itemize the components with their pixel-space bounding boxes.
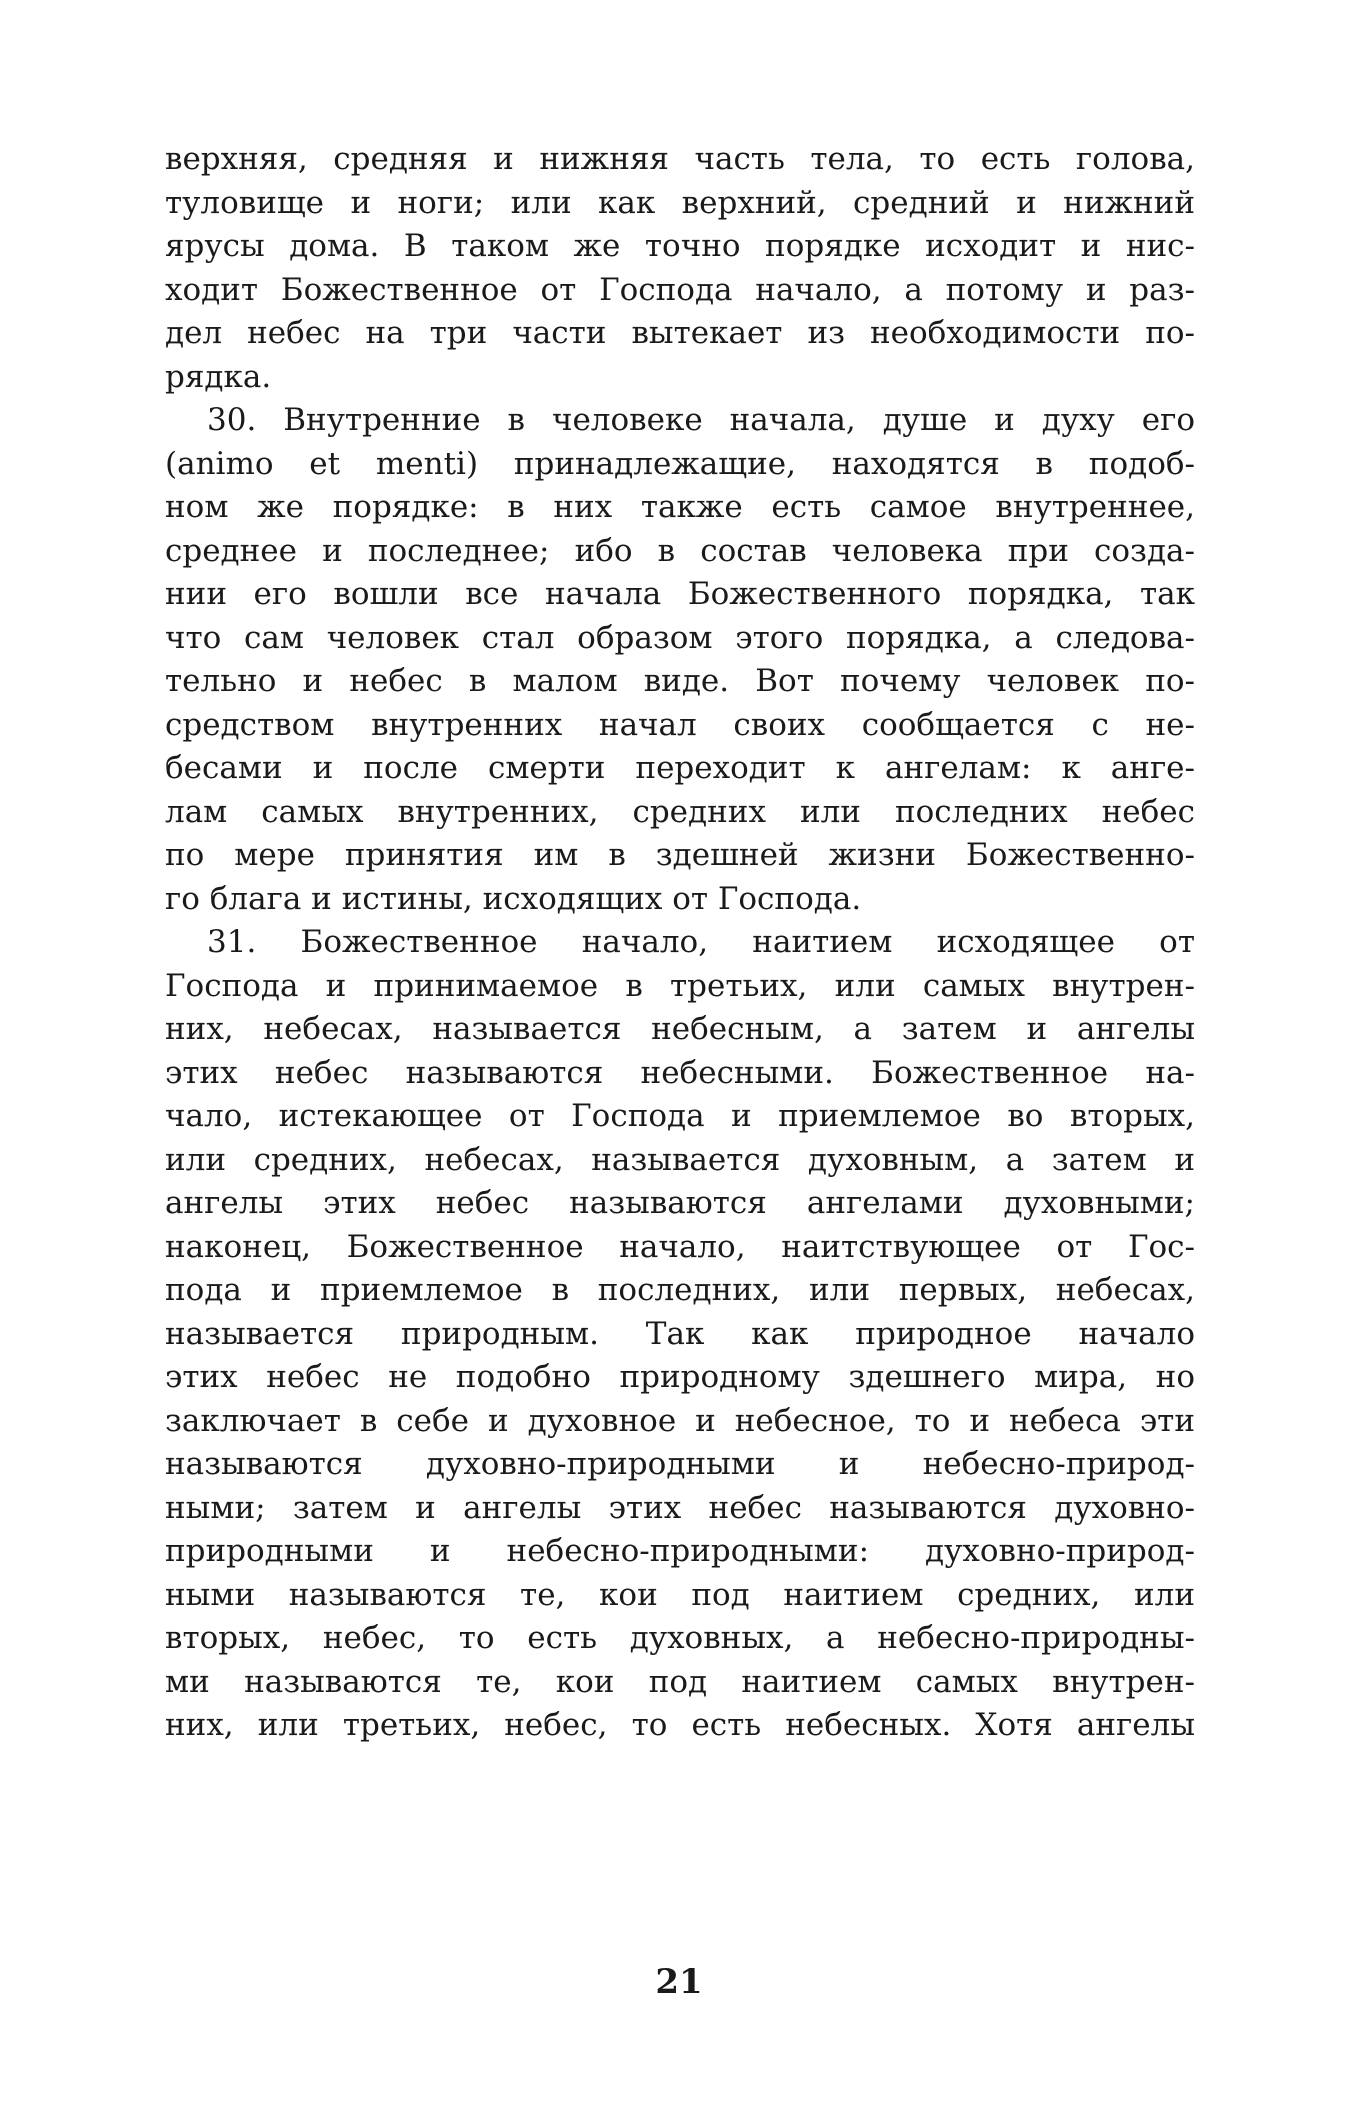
text-line: что сам человек стал образом этого порядка, а следова- [165,619,1195,656]
text-line: ными; затем и ангелы этих небес называются духовно- [165,1489,1195,1526]
text-line: го блага и истины, исходящих от Господа. [165,880,862,917]
text-line: наконец, Божественное начало, наитствующее от Гос- [165,1228,1195,1265]
text-line: заключает в себе и духовное и небесное, то и небеса эти [165,1402,1195,1439]
text-line: бесами и после смерти переходит к ангелам: к анге- [165,750,1195,786]
text-line: дел небес на три части вытекает из необходимости по- [165,315,1195,351]
text-line: ном же порядке: в них также есть самое внутреннее, [165,489,1195,525]
text-line: рядка. [165,358,272,395]
text-line: ми называются те, кои под наитием самых внутрен- [165,1663,1195,1700]
text-line: вторых, небес, то есть духовных, а небесно-природны- [165,1620,1195,1656]
text-line: называется природным. Так как природное начало [165,1315,1195,1352]
text-line: тельно и небес в малом виде. Вот почему человек по- [165,663,1195,699]
text-line: 30. Внутренние в человеке начала, душе и духу его [207,402,1195,438]
text-line: Господа и принимаемое в третьих, или самых внутрен- [165,967,1195,1004]
text-line: них, небесах, называется небесным, а затем и ангелы [165,1011,1195,1047]
text-line: или средних, небесах, называется духовным, а затем и [165,1141,1195,1178]
text-line: среднее и последнее; ибо в состав человека при созда- [165,532,1195,569]
page-body-text [165,138,1195,1748]
text-line: нии его вошли все начала Божественного порядка, так [165,576,1195,612]
text-line: верхняя, средняя и нижняя часть тела, то есть голова, [165,141,1195,177]
text-line: пода и приемлемое в последних, или первых, небесах, [165,1272,1195,1308]
text-line: 31. Божественное начало, наитием исходящее от [207,924,1195,960]
text-line: них, или третьих, небес, то есть небесных. Хотя ангелы [165,1707,1195,1743]
text-line: ными называются те, кои под наитием средних, или [165,1576,1195,1613]
text-line: ангелы этих небес называются ангелами духовными; [165,1185,1195,1221]
text-line: (animo et menti) принадлежащие, находятся в подоб- [165,445,1195,482]
text-line: лам самых внутренних, средних или последних небес [165,793,1195,830]
page-number: 21 [655,1962,703,2002]
text-line: ярусы дома. В таком же точно порядке исходит и нис- [165,228,1195,264]
text-line: природными и небесно-природными: духовно-природ- [165,1533,1195,1569]
text-line: по мере принятия им в здешней жизни Божественно- [165,837,1195,873]
text-line: средством внутренних начал своих сообщается с не- [165,706,1195,743]
text-line: этих небес не подобно природному здешнего мира, но [165,1359,1195,1395]
text-line: ходит Божественное от Господа начало, а потому и раз- [165,271,1195,308]
text-line: называются духовно-природными и небесно-природ- [165,1446,1195,1482]
text-line: чало, истекающее от Господа и приемлемое во вторых, [165,1098,1195,1134]
text-line: туловище и ноги; или как верхний, средний и нижний [165,184,1195,221]
text-line: этих небес называются небесными. Божественное на- [165,1054,1195,1091]
